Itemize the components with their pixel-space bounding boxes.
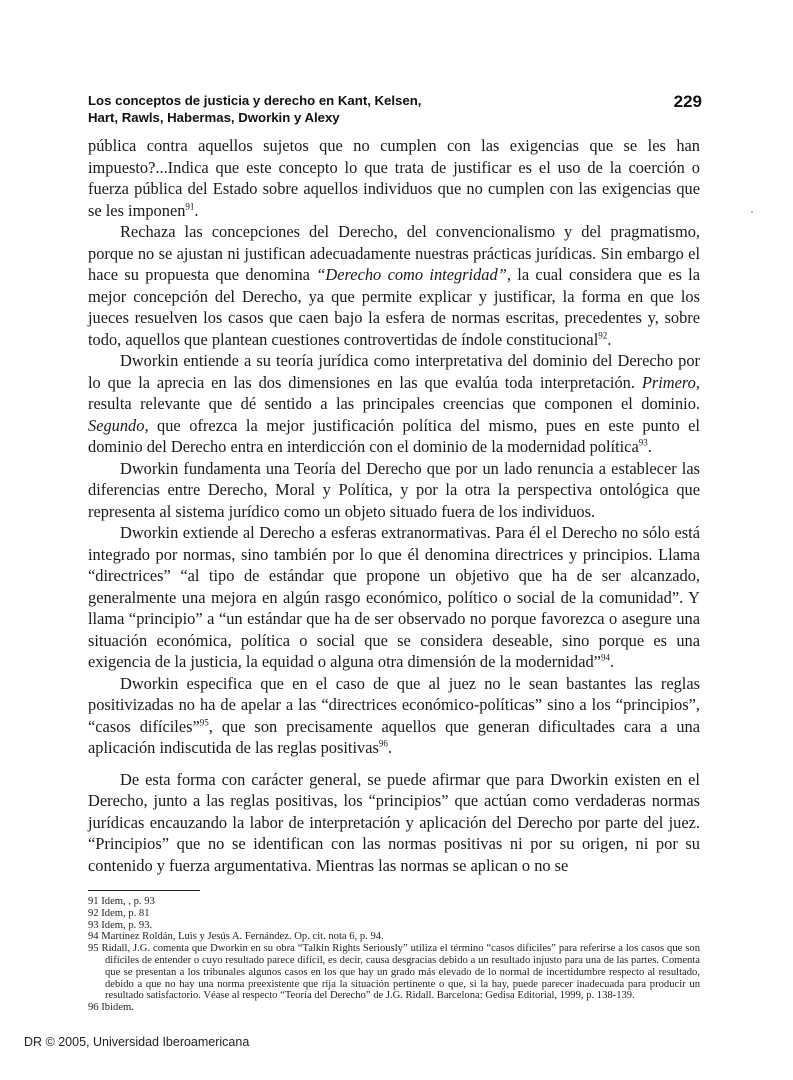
- paragraph-1: pública contra aquellos sujetos que no cumplen con las exigencias que se les han impuesto?...Indica que este concepto lo que trata de justificar es el uso de la coerción o fuerza pública del Estado sobre aquellos individuos que no cumplen con las exigencias que se les imponen$^{91}$.: [88, 136, 700, 220]
- page-number: 229: [673, 92, 702, 111]
- footnote-separator: [88, 890, 200, 891]
- paragraph-2: Rechaza las concepciones del Derecho, del convencionalismo y del pragmatismo, porque no se ajustan ni justifican adecuadamente nuestras prácticas jurídicas. Sin embargo el hace su propuesta que denomina “Derecho como integridad”, la cual considera que es la mejor concepción del Derecho, ya que permite explicar y justificar, la forma en que los jueces resuelven los casos que caen bajo la esfera de normas escritas, precedentes y, sobre todo, aquellos que plantean cuestiones controvertidas de índole constitucional$^{92}$.: [88, 222, 701, 349]
- footnote-96: 96 Ibidem.: [88, 1002, 134, 1014]
- paragraph-6: Dworkin especifica que en el caso de que al juez no le sean bastantes las reglas positivizadas no ha de apelar a las “directrices económico-políticas” sino a los “principios”, “casos difíciles”$^{95}$, que son precisamente aquellos que generan dificultades cara a una aplicación indiscutida de las reglas positivas$^{96}$.: [88, 673, 701, 757]
- footnote-94: 94 Martínez Roldán, Luis y Jesús A. Fernández. Op. cit. nota 6, p. 94.: [88, 931, 384, 943]
- paragraph-7: De esta forma con carácter general, se puede afirmar que para Dworkin existen en el Derecho, junto a las reglas positivas, los “principios” que actúan como verdaderas normas jurídicas encauzando la labor de interpretación y aplicación del Derecho por parte del juez. “Principios” que no se identifican con las normas positivas ni por su origen, ni por su contenido y fuerza argumentativa. Mientras las normas se aplican o no se: [88, 769, 700, 875]
- copyright-notice: DR © 2005, Universidad Iberoamericana: [24, 1034, 250, 1049]
- footnote-ref-91[interactable]: 91: [185, 201, 195, 212]
- paragraph-4: Dworkin fundamenta una Teoría del Derecho que por un lado renuncia a establecer las diferencias entre Derecho, Moral y Política, y por la otra la perspectiva ontológica que representa al sistema jurídico como un objeto situado fuera de los individuos.: [88, 458, 700, 521]
- running-title-line-2: Hart, Rawls, Habermas, Dworkin y Alexy: [88, 110, 340, 125]
- running-title-line-1: Los conceptos de justicia y derecho en Kant, Kelsen,: [88, 93, 422, 108]
- footnote-92: 92 Idem, p. 81: [88, 907, 150, 919]
- footnote-93: 93 Idem, p. 93.: [88, 919, 153, 931]
- paragraph-3: Dworkin entiende a su teoría jurídica como interpretativa del dominio del Derecho por lo que la aprecia en las dos dimensiones en las que evalúa toda interpretación. Primero, resulta relevante que dé sentido a las principales creencias que componen el dominio. Segundo, que ofrezca la mejor justificación política del mismo, pues en este punto el dominio del Derecho entra en interdicción con el dominio de la modernidad política$^{93}$.: [88, 351, 700, 456]
- footnotes: [88, 896, 700, 1014]
- body-text: [88, 135, 700, 876]
- footnote-ref-96[interactable]: 96: [378, 738, 388, 749]
- paragraph-5: Dworkin extiende al Derecho a esferas extranormativas. Para él el Derecho no sólo está integrado por normas, sino también por lo que él denomina directrices y principios. Llama “directrices” “al tipo de estándar que propone un objetivo que ha de ser alcanzado, generalmente una mejora en algún rasgo económico, político o social de la comunidad”. Y llama “principio” a “un estándar que ha de ser observado no porque favorezca o asegure una situación económica, política o social que se considera deseable, sino porque es una exigencia de la justicia, la equidad o alguna otra dimensión de la modernidad”$^{94}$.: [88, 523, 700, 671]
- italic-segundo: Segundo,: [88, 415, 149, 435]
- footnote-91: 91 Idem, , p. 93: [88, 896, 155, 907]
- italic-primero: Primero: [641, 372, 696, 392]
- footnote-ref-93[interactable]: 93: [638, 437, 648, 448]
- footnote-95: 95 Ridall, J.G. comenta que Dworkin en su obra “Talkin Rights Seriously” utiliza el término “casos difíciles” para referirse a los casos que son difíciles de entender o cuyo resultado parece difícil, es decir, causa desgracias debido a un resultado injusto para una de las partes. Comenta que se presentan a los tribunales algunos casos en los que hay un grado más elevado de lo normal de incertidumbre respecto al resultado, debido a que no hay una norma preexistente que rija la situación pertinente o que, si la hay, puede parecer inadecuada para producir un resultado satisfactorio. Véase al respecto “Teoría del Derecho” de J.G. Ridall. Barcelona: Gedisa Editorial, 1999, p. 138-139.: [88, 943, 700, 1002]
- footnote-ref-92[interactable]: 92: [598, 330, 608, 341]
- italic-term: “Derecho como integridad”: [316, 265, 507, 284]
- scan-speck: [751, 211, 753, 213]
- footnote-ref-95[interactable]: 95: [199, 717, 209, 728]
- running-header: [88, 92, 700, 126]
- footnote-ref-94[interactable]: 94: [600, 652, 610, 663]
